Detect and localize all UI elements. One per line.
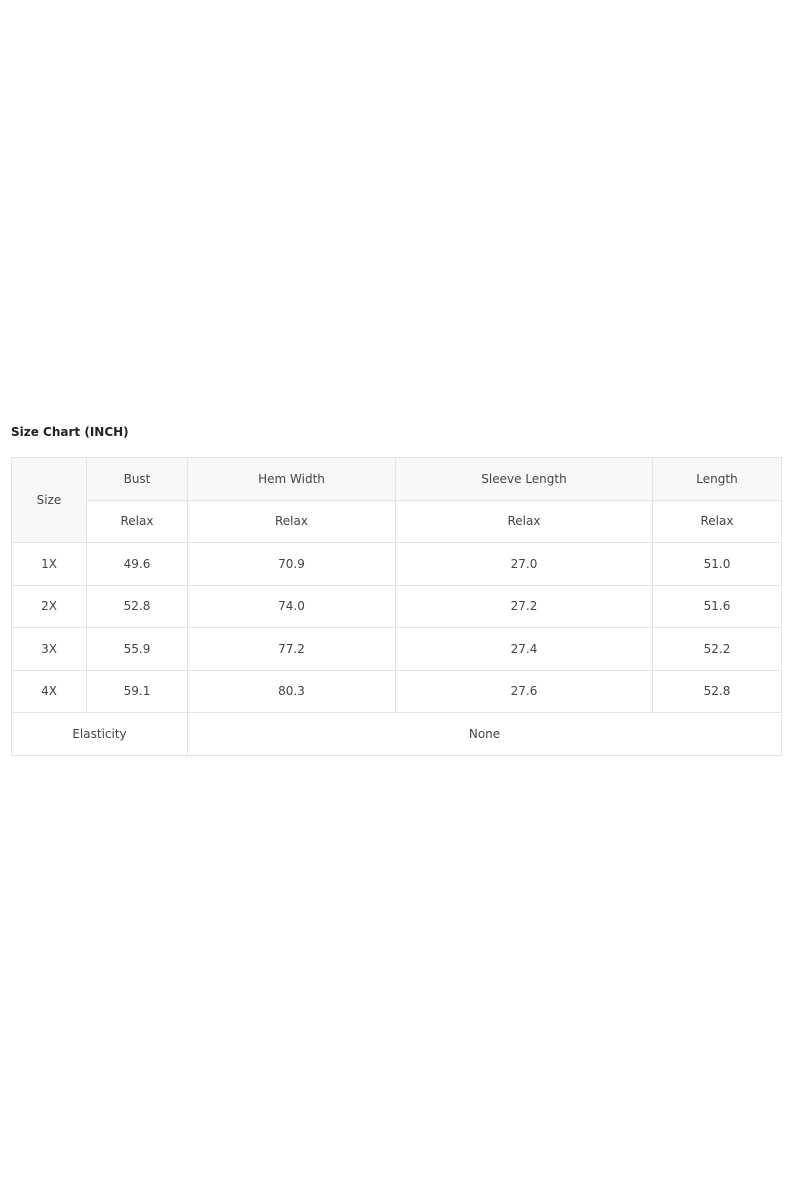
hem-width-header: Hem Width — [188, 458, 396, 501]
size-cell: 3X — [12, 628, 87, 671]
length-cell: 51.6 — [653, 585, 782, 628]
bust-cell: 52.8 — [87, 585, 188, 628]
sleeve-length-header: Sleeve Length — [396, 458, 653, 501]
bust-cell: 55.9 — [87, 628, 188, 671]
table-row — [12, 670, 782, 713]
bust-cell: 59.1 — [87, 670, 188, 713]
hem-width-fit: Relax — [188, 500, 396, 543]
hem-width-cell: 74.0 — [188, 585, 396, 628]
elasticity-value: None — [188, 713, 782, 756]
header-row — [12, 458, 782, 501]
length-header: Length — [653, 458, 782, 501]
length-cell: 52.8 — [653, 670, 782, 713]
size-cell: 2X — [12, 585, 87, 628]
sleeve-length-fit: Relax — [396, 500, 653, 543]
elasticity-row — [12, 713, 782, 756]
bust-fit: Relax — [87, 500, 188, 543]
table-row — [12, 628, 782, 671]
length-fit: Relax — [653, 500, 782, 543]
bust-header: Bust — [87, 458, 188, 501]
table-row — [12, 543, 782, 586]
sleeve-length-cell: 27.4 — [396, 628, 653, 671]
sleeve-length-cell: 27.6 — [396, 670, 653, 713]
hem-width-cell: 77.2 — [188, 628, 396, 671]
size-chart-table — [11, 457, 782, 756]
fit-row — [12, 500, 782, 543]
bust-cell: 49.6 — [87, 543, 188, 586]
size-cell: 1X — [12, 543, 87, 586]
size-chart-title: Size Chart (INCH) — [11, 425, 129, 439]
size-cell: 4X — [12, 670, 87, 713]
length-cell: 52.2 — [653, 628, 782, 671]
hem-width-cell: 80.3 — [188, 670, 396, 713]
sleeve-length-cell: 27.2 — [396, 585, 653, 628]
table-row — [12, 585, 782, 628]
hem-width-cell: 70.9 — [188, 543, 396, 586]
elasticity-label: Elasticity — [12, 713, 188, 756]
length-cell: 51.0 — [653, 543, 782, 586]
sleeve-length-cell: 27.0 — [396, 543, 653, 586]
size-header: Size — [12, 458, 87, 543]
